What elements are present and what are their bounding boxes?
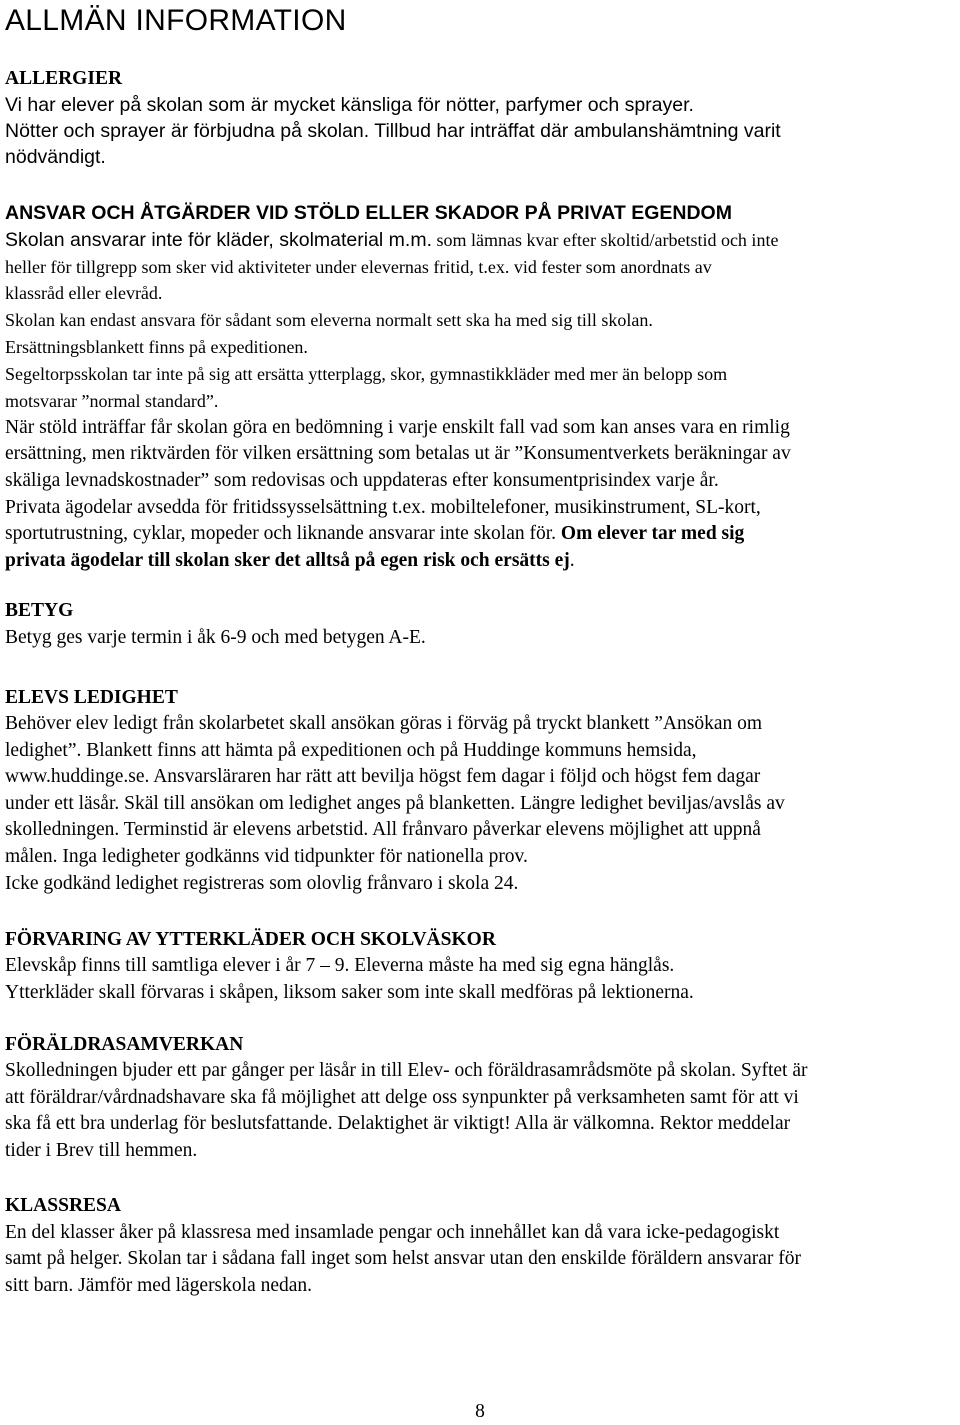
ansvar-line-4: Skolan kan endast ansvara för sådant som eleverna normalt sett ska ha med sig till skolan. [5,310,653,330]
allergier-line-1: Vi har elever på skolan som är mycket känsliga för nötter, parfymer och sprayer. [5,94,694,116]
section-heading-betyg: BETYG [5,600,74,621]
ledighet-line-3: www.huddinge.se. Ansvarsläraren har rätt att bevilja högst fem dagar i följd och högst fem dagar [5,766,761,787]
allergier-line-2: Nötter och sprayer är förbjudna på skolan. Tillbud har inträffat där ambulanshämtning varit [5,120,781,142]
section-heading-klassresa: KLASSRESA [5,1195,121,1216]
betyg-line-1: Betyg ges varje termin i åk 6-9 och med betygen A-E. [5,627,426,648]
ledighet-line-2-part-b: Blankett finns att hämta på expeditionen och på Huddinge kommuns hemsida, [81,740,697,761]
ansvar-line-1 [5,227,955,254]
ledighet-line-2 [5,738,955,764]
ledighet-line-1: Behöver elev ledigt från skolarbetet skall ansökan göras i förväg på tryckt blankett ”Ansökan om [5,713,763,734]
page-title: ALLMÄN INFORMATION [5,4,347,37]
ansvar-line-1-part-b: som lämnas kvar efter skoltid/arbetstid och inte [432,230,779,250]
ansvar-line-13 [5,548,955,574]
page-number: 8 [475,1401,485,1422]
klassresa-line-3: sitt barn. Jämför med lägerskola nedan. [5,1275,313,1296]
ledighet-line-4: under ett läsår. Skäl till ansökan om ledighet anges på blanketten. Längre ledighet beviljas/avslås av [5,793,785,814]
ledighet-line-7: Icke godkänd ledighet registreras som olovlig frånvaro i skola 24. [5,873,519,894]
ansvar-line-8: När stöld inträffar får skolan göra en bedömning i varje enskilt fall vad som kan anses vara en rimlig [5,417,790,438]
ansvar-line-9: ersättning, men riktvärden för vilken ersättning som betalas ut är ”Konsumentverkets beräkningar av [5,443,791,464]
klassresa-line-1: En del klasser åker på klassresa med insamlade pengar och innehållet kan då vara icke-pedagogiskt [5,1222,780,1243]
ansvar-line-1-part-a: Skolan ansvarar inte för kläder, skolmaterial m.m. [5,229,433,251]
ansvar-line-10: skäliga levnadskostnader” som redovisas och uppdateras efter konsumentprisindex varje år. [5,470,719,491]
ansvar-line-6: Segeltorpsskolan tar inte på sig att ersätta ytterplagg, skor, gymnastikkläder med mer än belopp som [5,364,728,384]
ansvar-line-12-part-a: sportutrustning, cyklar, mopeder och liknande ansvarar inte skolan för. [5,523,561,544]
ansvar-line-12-part-b: Om elever tar med sig [560,523,745,544]
ansvar-line-7: motsvarar ”normal standard”. [5,391,219,411]
ledighet-line-6: målen. Inga ledigheter godkänns vid tidpunkter för nationella prov. [5,846,528,867]
ansvar-line-13-part-a: privata ägodelar till skolan sker det alltså på egen risk och ersätts ej [5,550,570,571]
foraldrasamverkan-line-1: Skolledningen bjuder ett par gånger per läsår in till Elev- och föräldrasamrådsmöte på skolan. Syftet är [5,1060,808,1081]
ansvar-line-13-part-b: . [569,550,575,571]
allergier-line-3: nödvändigt. [5,146,106,168]
section-heading-forvaring: FÖRVARING AV YTTERKLÄDER OCH SKOLVÄSKOR [5,929,496,950]
ansvar-line-5: Ersättningsblankett finns på expeditionen. [5,337,308,357]
forvaring-line-2: Ytterkläder skall förvaras i skåpen, liksom saker som inte skall medföras på lektionerna. [5,982,694,1003]
ledighet-line-2-part-a: ledighet”. [5,740,82,761]
ledighet-line-5: skolledningen. Terminstid är elevens arbetstid. All frånvaro påverkar elevens möjlighet att uppnå [5,819,761,840]
ansvar-line-2: heller för tillgrepp som sker vid aktiviteter under elevernas fritid, t.ex. vid fester som anordnats av [5,257,712,277]
ansvar-line-12 [5,521,955,547]
foraldrasamverkan-line-3: ska få ett bra underlag för beslutsfattande. Delaktighet är viktigt! Alla är välkomna. Rektor meddelar [5,1113,791,1134]
klassresa-line-2: samt på helger. Skolan tar i sådana fall inget som helst ansvar utan den enskilde föräldern ansvarar för [5,1248,801,1269]
ansvar-line-11: Privata ägodelar avsedda för fritidssysselsättning t.ex. mobiltelefoner, musikinstrument, SL-kort, [5,497,761,518]
section-heading-ansvar: ANSVAR OCH ÅTGÄRDER VID STÖLD ELLER SKADOR PÅ PRIVAT EGENDOM [5,202,732,224]
section-heading-ledighet: ELEVS LEDIGHET [5,687,178,708]
foraldrasamverkan-line-4: tider i Brev till hemmen. [5,1140,198,1161]
section-heading-allergier: ALLERGIER [5,68,123,89]
foraldrasamverkan-line-2: att föräldrar/vårdnadshavare ska få möjlighet att delge oss synpunkter på verksamheten samt för att vi [5,1087,799,1108]
forvaring-line-1: Elevskåp finns till samtliga elever i år 7 – 9. Eleverna måste ha med sig egna hänglås. [5,955,675,976]
ansvar-line-3: klassråd eller elevråd. [5,283,163,303]
section-heading-foraldrasamverkan: FÖRÄLDRASAMVERKAN [5,1034,244,1055]
